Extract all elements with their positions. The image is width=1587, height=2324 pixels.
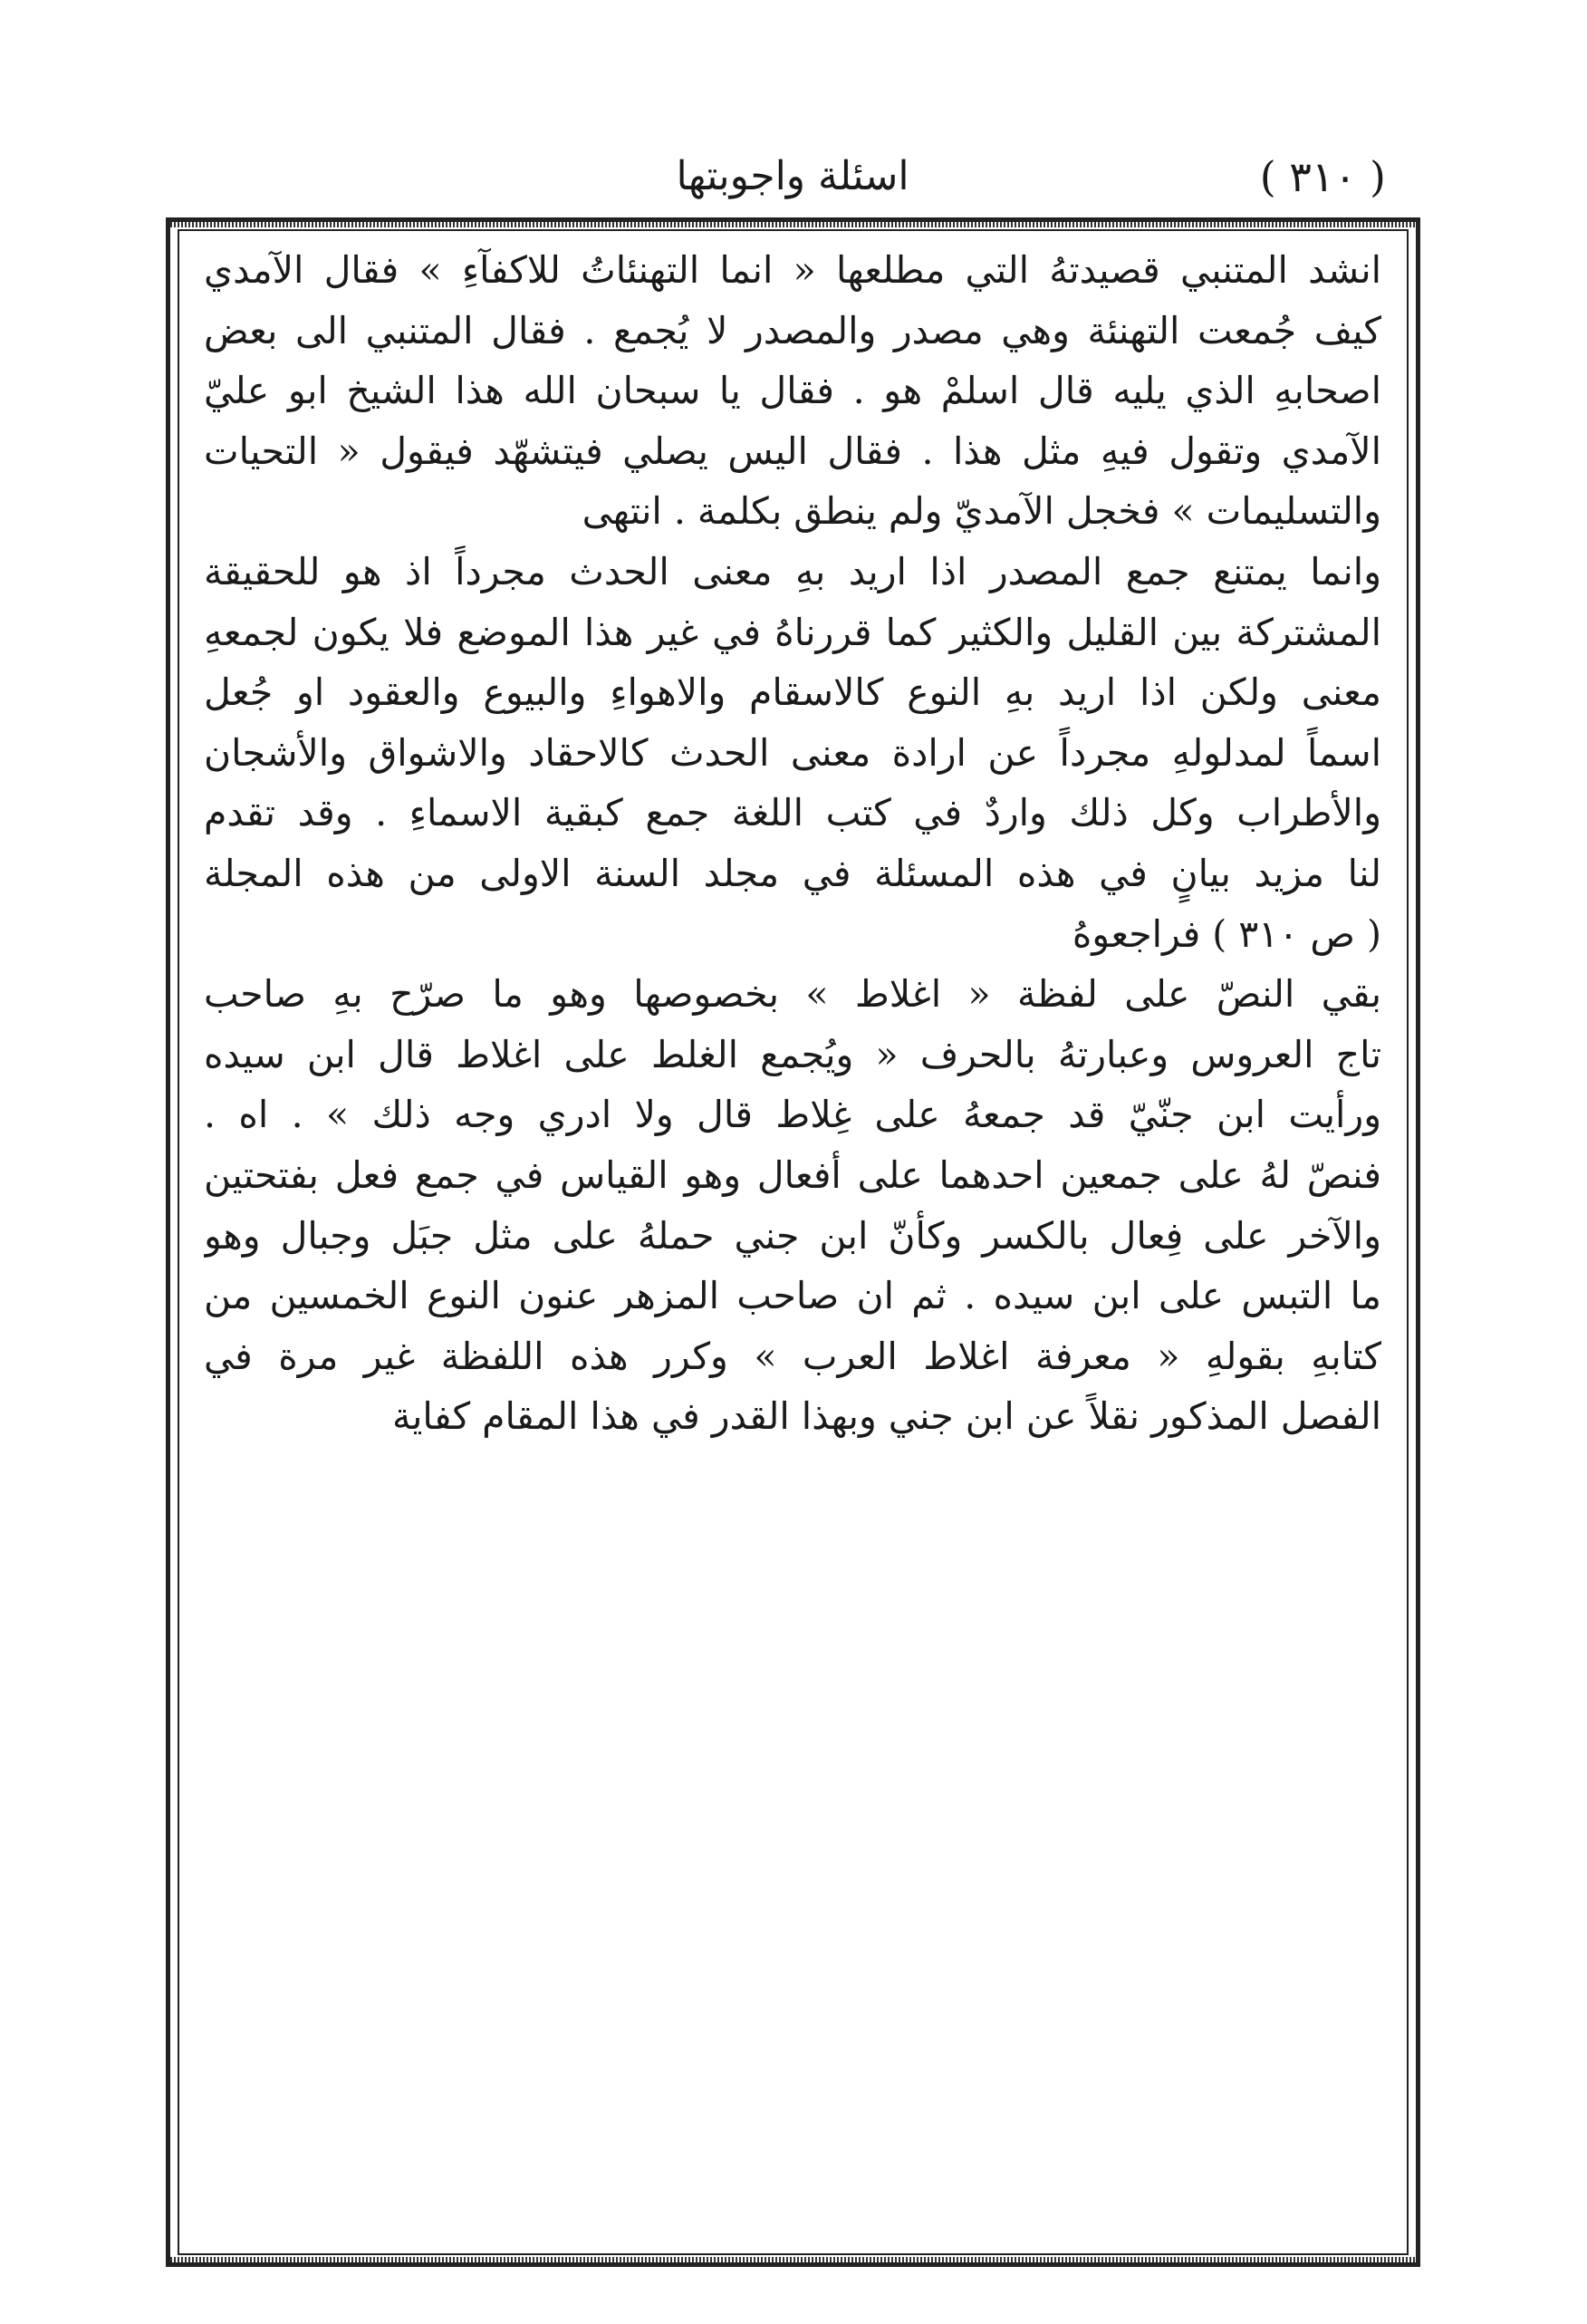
text-line: اصحابهِ الذي يليه قال اسلمْ هو . فقال يا سبحان الله هذا الشيخ ابو عليّ	[204, 369, 1381, 413]
text-line: والتسليمات » فخجل الآمديّ ولم ينطق بكلمة . انتهى	[582, 489, 1381, 534]
text-line: الآمدي وتقول فيهِ مثل هذا . فقال اليس يصلي فيتشهّد فيقول « التحيات	[204, 429, 1381, 473]
text-line: ما التبس على ابن سيده . ثم ان صاحب المزهر عنون النوع الخمسين من	[204, 1274, 1381, 1318]
text-line: تاج العروس وعبارتهُ بالحرف « ويُجمع الغلط على اغلاط قال ابن سيده	[204, 1032, 1381, 1076]
text-line: كتابهِ بقولهِ « معرفة اغلاط العرب » وكرر هذه اللفظة غير مرة في	[204, 1334, 1381, 1378]
text-line: انشد المتنبي قصيدتهُ التي مطلعها « انما التهنئاتُ للاكفآءِ » فقال الآمدي	[204, 248, 1381, 292]
page-number: ( ٣١٠ )	[1259, 152, 1386, 201]
text-line: اسماً لمدلولهِ مجرداً عن ارادة معنى الحدث كالاحقاد والاشواق والأشجان	[204, 730, 1381, 775]
text-line: وانما يمتنع جمع المصدر اذا اريد بهِ معنى الحدث مجرداً اذ هو للحقيقة	[204, 549, 1381, 593]
text-line: المشتركة بين القليل والكثير كما قررناهُ في غير هذا الموضع فلا يكون لجمعهِ	[204, 610, 1381, 654]
text-line: فنصّ لهُ على جمعين احدهما على أفعال وهو القياس في جمع فعل بفتحتين	[204, 1152, 1381, 1197]
page-header	[163, 145, 1422, 208]
article-body	[204, 240, 1381, 1447]
text-line: الفصل المذكور نقلاً عن ابن جني وبهذا القدر في هذا المقام كفاية	[391, 1394, 1381, 1439]
frame-ornament-top	[170, 222, 1416, 227]
text-line: ( ص ٣١٠ ) فراجعوهُ	[1072, 911, 1381, 956]
text-line: لنا مزيد بيانٍ في هذه المسئلة في مجلد السنة الاولى من هذه المجلة	[204, 851, 1381, 895]
text-line: بقي النصّ على لفظة « اغلاط » بخصوصها وهو ما صرّح بهِ صاحب	[204, 972, 1381, 1017]
text-line: ورأيت ابن جنّيّ قد جمعهُ على غِلاط قال ولا ادري وجه ذلك » . اه .	[204, 1093, 1381, 1137]
text-line: كيف جُمعت التهنئة وهي مصدر والمصدر لا يُجمع . فقال المتنبي الى بعض	[204, 308, 1381, 352]
text-line: معنى ولكن اذا اريد بهِ النوع كالاسقام والاهواءِ والبيوع والعقود او جُعل	[204, 670, 1381, 715]
text-line: والأطراب وكل ذلك واردٌ في كتب اللغة جمع كبقية الاسماءِ . وقد تقدم	[204, 791, 1381, 835]
text-line: والآخر على فِعال بالكسر وكأنّ ابن جني حملهُ على مثل جبَل وجبال وهو	[204, 1213, 1381, 1258]
frame-ornament-bottom	[170, 2257, 1416, 2262]
running-title: اسئلة واجوبتها	[676, 153, 909, 199]
